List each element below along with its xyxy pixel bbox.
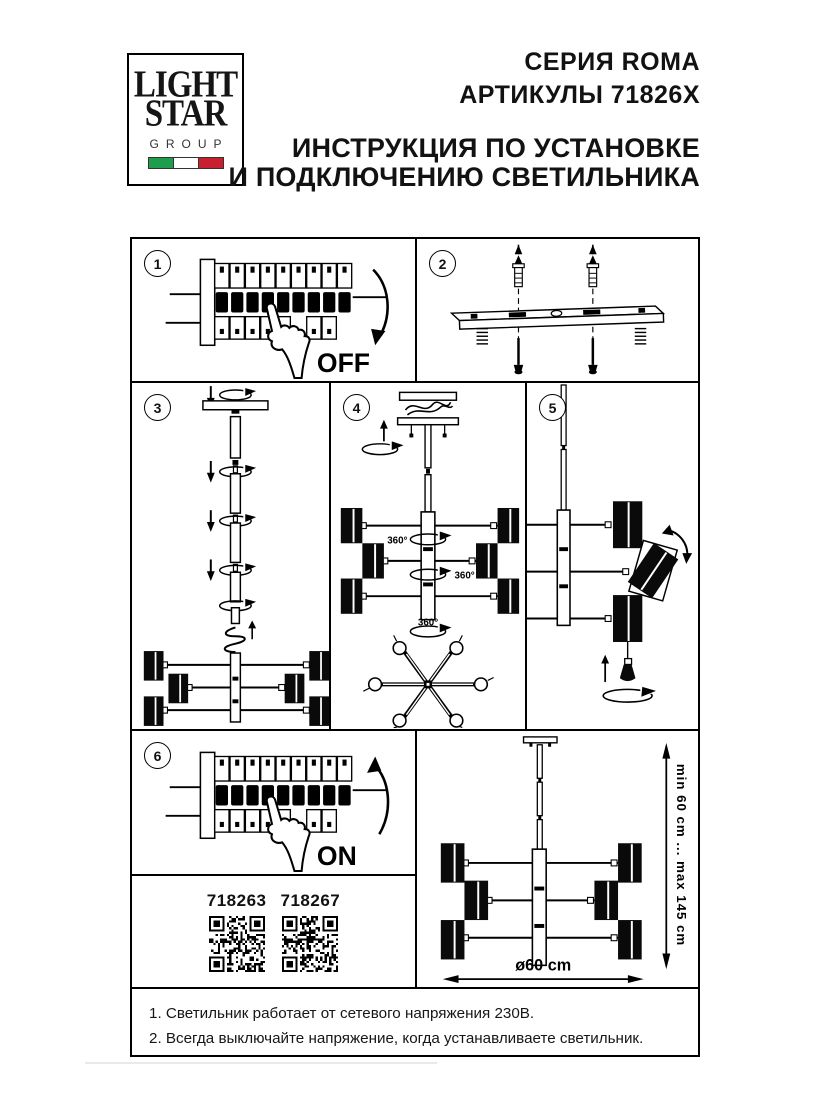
on-arrow-icon [367,756,388,834]
pointing-hand-icon [267,303,310,378]
screw-icon [514,338,524,374]
step-2-number: 2 [429,250,456,277]
rod-assembly-illustration [132,385,329,728]
bulb-icon [620,642,636,681]
diameter-dimension-label: ø60 cm [515,956,572,975]
ceiling-plate [452,306,664,330]
footnote-1: 1. Светильник работает от сетевого напряжения 230В. [149,1005,535,1022]
threaded-stud-icon [477,329,488,344]
step-6-number: 6 [144,742,171,769]
rotation-label: 360° [387,535,408,547]
on-label: ON [316,840,357,871]
rotation-label: 360° [417,617,439,629]
step-1-panel [130,237,417,383]
article-718267 [281,891,341,972]
step-3-number: 3 [144,394,171,421]
step-1-number: 1 [144,250,171,277]
logo-word-star: STAR [144,92,227,135]
article-718263 [207,891,267,972]
wall-anchor-icon [587,245,598,287]
shade-adjust-illustration [527,383,698,729]
height-dimension-label: min 60 cm ... max 145 cm [674,763,690,947]
step-4-number: 4 [343,394,370,421]
wall-anchor-icon [513,245,524,287]
off-label: OFF [316,347,371,378]
qr-code-icon [209,916,265,972]
pointing-hand-icon [267,796,310,871]
screw-icon [588,338,598,374]
step-5-panel [525,381,700,731]
logo-word-group: GROUP [149,136,229,151]
footnotes-panel [130,987,700,1057]
diameter-dimension-arrow [443,975,644,983]
header-instruction-block [229,134,700,192]
shade-front [613,501,642,548]
logo-word-light: LIGHT [133,63,238,106]
page-edge-shadow [85,1062,437,1064]
italy-flag-icon [148,157,224,169]
dimensions-panel [415,729,700,989]
articles-title: АРТИКУЛЫ 71826X [459,81,700,109]
circuit-breaker-on-illustration [140,734,408,872]
step-3-panel [130,381,331,731]
chandelier-top-view [363,635,493,727]
mounting-bracket-illustration [423,239,695,382]
breaker-toggles-on [216,785,351,805]
circuit-breaker-off-illustration [140,241,408,379]
articles-panel [130,874,417,989]
chandelier-front-small [144,651,329,726]
shade-front [613,595,642,642]
instruction-title-line1: ИНСТРУКЦИЯ ПО УСТАНОВКЕ [291,133,700,163]
article-code: 718263 [206,891,267,910]
chandelier-dimensions-illustration [417,731,698,987]
rotation-label: 360° [454,570,475,582]
height-dimension-arrow [662,743,670,969]
wire-squiggle-icon [225,621,256,653]
threaded-stud-icon [635,329,646,344]
footnote-2: 2. Всегда выключайте напряжение, когда устанавливаете светильник. [149,1029,644,1047]
chandelier-hanging-illustration [331,383,525,729]
qr-code-icon [282,916,338,972]
step-2-panel [415,237,700,383]
series-title: СЕРИЯ ROMA [524,48,700,76]
step-5-number: 5 [539,394,566,421]
article-code: 718267 [280,891,341,910]
lightstar-logo [127,53,244,186]
step-4-panel [329,381,527,731]
breaker-toggles-off [216,292,351,312]
step-6-panel [130,729,417,876]
instruction-title-line2: И ПОДКЛЮЧЕНИЮ СВЕТИЛЬНИКА [228,162,700,192]
off-arrow-icon [371,270,387,346]
header-series-block [459,46,700,112]
